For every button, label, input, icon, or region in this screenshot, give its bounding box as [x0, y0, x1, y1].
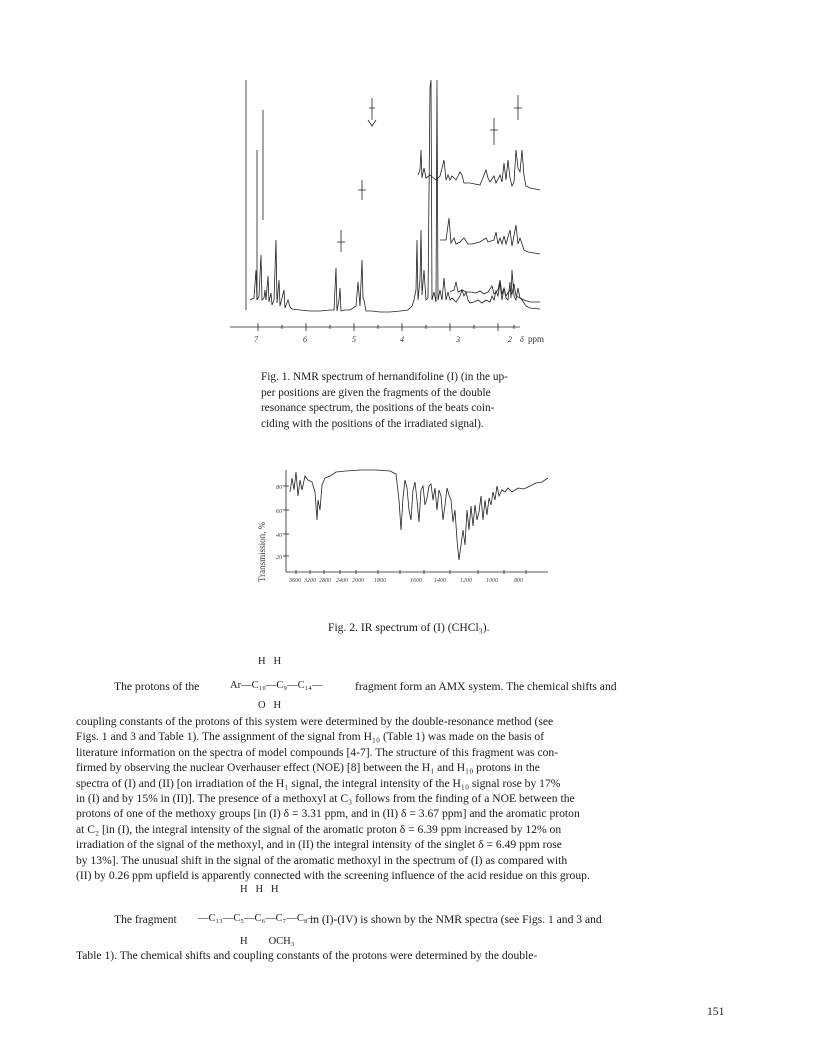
fragment1-outro: fragment form an AMX system. The chemical shifts and — [355, 680, 617, 693]
fragment1-intro: The protons of the — [114, 680, 200, 693]
fig1-caption-line: per positions are given the fragments of the double — [261, 386, 491, 399]
text-line: firmed by observing the nuclear Overhauser effect (NOE) [8] between the H₁ and H₁₀ protons in the — [76, 761, 540, 775]
fig2-caption: Fig. 2. IR spectrum of (I) (CHCl₃). — [328, 621, 490, 634]
paragraph-1 — [76, 714, 730, 883]
nmr-x-tick-label: 3 — [456, 335, 460, 344]
text-line: by 13%]. The unusual shift in the signal of the aromatic methoxyl in the spectrum of (I) as compared with — [76, 853, 568, 867]
text-line: literature information on the spectra of model compounds [4-7]. The structure of this fragment was con- — [76, 745, 559, 759]
text-line: protons of one of the methoxy groups [in (I) δ = 3.31 ppm, and in (II) δ = 3.67 ppm] and the aromatic proton — [76, 807, 580, 821]
ir-x-tick-label: 1600 — [410, 578, 422, 584]
ir-y-tick-label: 20 — [276, 555, 282, 561]
ir-x-tick-label: 3600 — [289, 578, 301, 584]
ir-x-tick-label: 1000 — [486, 578, 498, 584]
text-line: spectra of (I) and (II) [on irradiation of the H₁ signal, the integral intensity of the H₁₀ signal rose by 17% — [76, 776, 561, 790]
ir-x-tick-label: 2400 — [336, 578, 348, 584]
fragment1-formula-top: H H — [258, 656, 282, 667]
text-line: at C₂ [in (I), the integral intensity of the signal of the aromatic proton δ = 6.39 ppm increased by 12% on — [76, 822, 562, 836]
paragraph-2-line: Table 1). The chemical shifts and coupling constants of the protons were determined by the double- — [76, 949, 538, 962]
ir-x-tick-label: 800 — [514, 578, 523, 584]
ir-x-tick-label: 2800 — [319, 578, 331, 584]
ir-x-tick-label: 1400 — [434, 578, 446, 584]
text-line: irradiation of the signal of the methoxyl, and in (II) the integral intensity of the singlet δ = 6.49 ppm rose — [76, 838, 562, 852]
ir-x-tick-label: 2000 — [352, 578, 364, 584]
ir-y-tick-label: 80 — [276, 485, 282, 491]
fragment1-formula-bottom: O H — [258, 700, 282, 711]
ir-y-tick-label: 40 — [276, 533, 282, 539]
ir-x-tick-label: 1200 — [460, 578, 472, 584]
fragment2-outro: in (I)-(IV) is shown by the NMR spectra (see Figs. 1 and 3 and — [310, 913, 602, 926]
ir-y-axis-label: Transmission, % — [257, 521, 267, 582]
fragment2-intro: The fragment — [114, 913, 177, 926]
ir-y-tick-label: 60 — [276, 509, 282, 515]
fragment2-formula-top: H H H — [240, 884, 279, 895]
fragment2-formula: —C₁₃—C₅—C₆—C₇—C₈— — [198, 913, 318, 924]
text-line: coupling constants of the protons of this system were determined by the double-resonance method (see — [76, 715, 554, 728]
text-line: Figs. 1 and 3 and Table 1). The assignment of the signal from H₁₀ (Table 1) was made on the basis of — [76, 730, 545, 744]
nmr-x-tick-label: 6 — [303, 335, 307, 344]
fragment1-formula: Ar—C₁₀—C₉—C₁₄— — [230, 680, 323, 691]
nmr-x-tick-label: 4 — [400, 335, 404, 344]
fig1-caption-line: Fig. 1. NMR spectrum of hernandifoline (I) (in the up- — [261, 371, 508, 383]
nmr-x-tick-label: 5 — [352, 335, 356, 344]
text-line: (II) by 0.26 ppm upfield is apparently connected with the screening influence of the acid residue on this group. — [76, 869, 590, 883]
fragment2-formula-bottom: H OCH₃ — [240, 936, 295, 947]
nmr-x-tick-label: 2 — [508, 335, 512, 344]
ir-x-tick-label: 1800 — [374, 578, 386, 584]
fig1-caption-line: ciding with the positions of the irradiated signal). — [261, 417, 484, 430]
fig1-caption-line: resonance spectrum, the positions of the beats coin- — [261, 402, 495, 414]
page-number: 151 — [707, 1005, 725, 1018]
nmr-axis-unit: ppm — [528, 334, 545, 344]
ir-x-tick-label: 3200 — [304, 578, 316, 584]
nmr-x-tick-label: 7 — [254, 335, 258, 344]
text-line: in (I) and by 15% in (II)]. The presence of a methoxyl at C₃ follows from the finding of a NOE between the — [76, 792, 575, 806]
nmr-x-tick-label: δ — [520, 335, 524, 344]
